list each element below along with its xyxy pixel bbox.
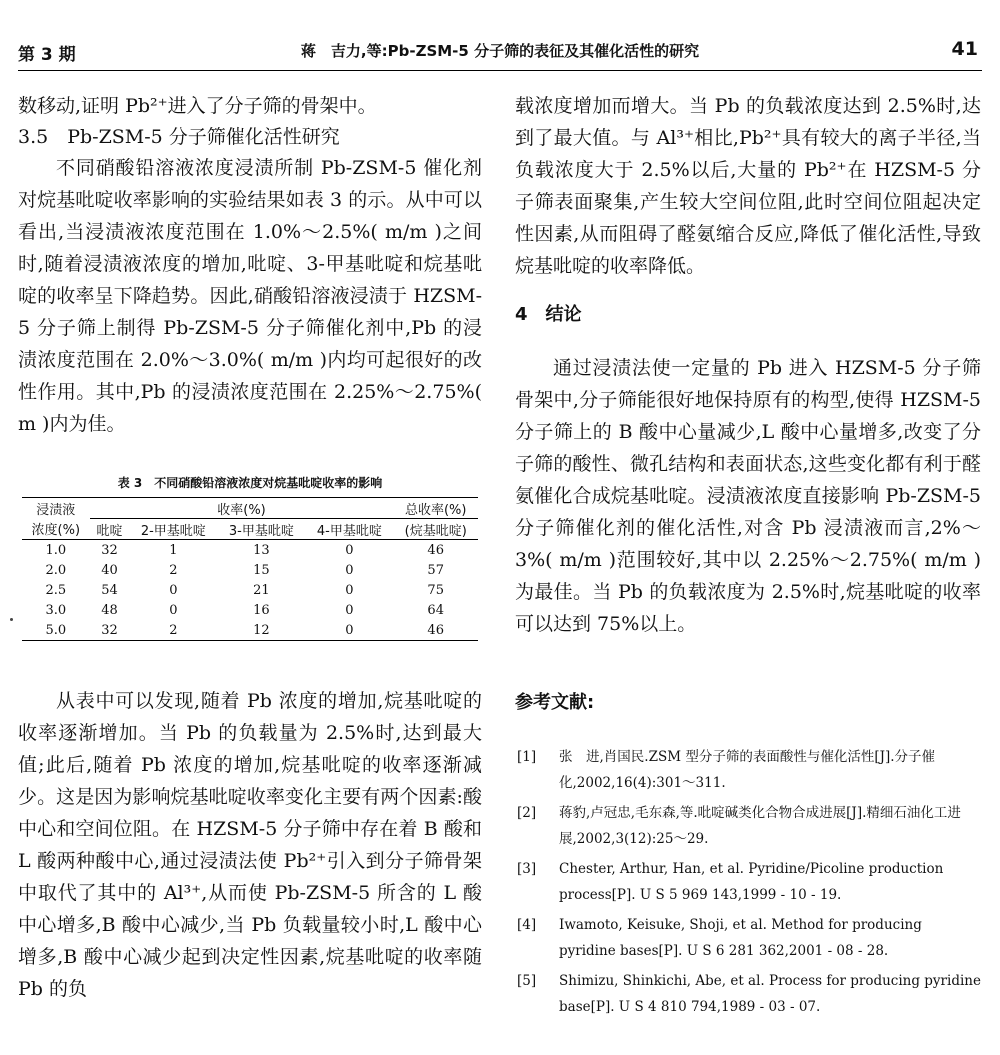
- table-row: [22, 580, 478, 600]
- page-header: [18, 40, 982, 70]
- col-header-4-picoline: 4-甲基吡啶: [305, 519, 393, 540]
- table-cell: 12: [217, 620, 305, 641]
- right-column: [515, 90, 981, 1024]
- paragraph-continued: 数移动,证明 Pb²⁺进入了分子筛的骨架中。: [18, 95, 377, 117]
- reference-item: [515, 912, 981, 964]
- table-cell: 0: [345, 542, 354, 558]
- reference-number: [1]: [517, 749, 537, 765]
- table-cell: 32: [90, 620, 130, 641]
- reference-number: [3]: [517, 861, 537, 877]
- table-cell: 46: [393, 620, 478, 641]
- table-cell: 2: [129, 620, 217, 641]
- col-header-total-sub: (烷基吡啶): [393, 519, 478, 540]
- reference-number: [4]: [517, 917, 537, 933]
- table-cell: 0: [345, 602, 354, 618]
- table-cell: 2: [169, 562, 178, 578]
- col-header-conc-unit: 浓度(%): [22, 519, 90, 540]
- table-cell: 32: [101, 542, 118, 558]
- paragraph-continued-right: 载浓度增加而增大。当 Pb 的负载浓度达到 2.5%时,达到了最大值。与 Al³⁺相比,Pb²⁺具有较大的离子半径,当负载浓度大于 2.5%以后,大量的 Pb²⁺在 HZSM-5 分子筛表面聚集,产生较大空间位阻,此时空间位阻起决定性因素,从而阻碍了醛氨缩合反应,降低了催化活性,导致烷基吡啶的收率降低。: [515, 95, 981, 277]
- reference-item: [515, 856, 981, 908]
- reference-number: [2]: [517, 805, 537, 821]
- table-cell: 54: [101, 582, 118, 598]
- table-cell: 0: [345, 562, 354, 578]
- table-cell: 57: [427, 562, 444, 578]
- table-cell: 0: [345, 582, 354, 598]
- reference-text: 张 进,肖国民.ZSM 型分子筛的表面酸性与催化活性[J].分子催化,2002,16(4):301～311.: [559, 749, 936, 791]
- table-caption: 表 3 不同硝酸铅溶液浓度对烷基吡啶收率的影响: [117, 476, 383, 490]
- paragraph-table-discussion: 从表中可以发现,随着 Pb 浓度的增加,烷基吡啶的收率逐渐增加。当 Pb 的负载量为 2.5%时,达到最大值;此后,随着 Pb 浓度的增加,烷基吡啶的收率逐渐减少。这是因为影响烷基吡啶收率变化主要有两个因素:酸中心和空间位阻。在 HZSM-5 分子筛中存在着 B 酸和 L 酸两种酸中心,通过浸渍法使 Pb²⁺引入到分子筛骨架中取代了其中的 Al³⁺,从而使 Pb-ZSM-5 所含的 L 酸中心增多,B 酸中心减少,当 Pb 负载量较小时,L 酸中心增多,B 酸中心减少起到决定性因素,烷基吡啶的收率随 Pb 的负: [18, 690, 482, 1000]
- col-header-yield: 收率(%): [90, 498, 394, 519]
- header-rule: [18, 70, 982, 71]
- table-cell: 0: [169, 582, 178, 598]
- col-header-2-picoline: 2-甲基吡啶: [129, 519, 217, 540]
- table-cell: 40: [101, 562, 118, 578]
- table-row: [22, 620, 478, 641]
- table-cell: 2.5: [45, 582, 67, 598]
- table-cell: 0: [305, 620, 393, 641]
- table-cell: 64: [427, 602, 444, 618]
- table-cell: 5.0: [22, 620, 90, 641]
- paragraph-catalytic-activity: 不同硝酸铅溶液浓度浸渍所制 Pb-ZSM-5 催化剂对烷基吡啶收率影响的实验结果如表 3 的示。从中可以看出,当浸渍液浓度范围在 1.0%～2.5%( m/m )之间时,随着浸渍液浓度的增加,吡啶、3-甲基吡啶和烷基吡啶的收率呈下降趋势。因此,硝酸铅溶液浸渍于 HZSM-5 分子筛上制得 Pb-ZSM-5 分子筛催化剂中,Pb 的浸渍浓度范围在 2.0%～3.0%( m/m )内均可起很好的改性作用。其中,Pb 的浸渍浓度范围在 2.25%～2.75%( m )内为佳。: [18, 157, 482, 435]
- table-cell: 0: [169, 602, 178, 618]
- reference-number: [5]: [517, 973, 537, 989]
- reference-text: 蒋豹,卢冠忠,毛东森,等.吡啶碱类化合物合成进展[J].精细石油化工进展,2002,3(12):25～29.: [559, 805, 961, 847]
- reference-item: [515, 800, 981, 852]
- table-cell: 75: [427, 582, 444, 598]
- running-title: 蒋 吉力,等:Pb-ZSM-5 分子筛的表征及其催化活性的研究: [300, 42, 700, 60]
- table-row: [22, 560, 478, 580]
- col-header-3-picoline: 3-甲基吡啶: [217, 519, 305, 540]
- stray-dot: [10, 618, 13, 621]
- table-cell: 3.0: [45, 602, 67, 618]
- issue-label: 第 3 期: [18, 45, 76, 65]
- table-cell: 2.0: [45, 562, 67, 578]
- left-column: [18, 90, 482, 1005]
- reference-text: Iwamoto, Keisuke, Shoji, et al. Method for producing pyridine bases[P]. U S 6 281 362,2001 - 08 - 28.: [559, 917, 922, 959]
- table-row: [22, 540, 478, 561]
- reference-text: Shimizu, Shinkichi, Abe, et al. Process for producing pyridine base[P]. U S 4 810 794,1989 - 03 - 07.: [559, 973, 981, 1015]
- table-cell: 1: [169, 542, 178, 558]
- col-header-total: 总收率(%): [393, 498, 478, 519]
- page-number: 41: [951, 38, 978, 60]
- paragraph-conclusion: 通过浸渍法使一定量的 Pb 进入 HZSM-5 分子筛骨架中,分子筛能很好地保持原有的构型,使得 HZSM-5 分子筛上的 B 酸中心量减少,L 酸中心量增多,改变了分子筛的酸性、微孔结构和表面状态,这些变化都有利于醛氨催化合成烷基吡啶。浸渍液浓度直接影响 Pb-ZSM-5 分子筛催化剂的催化活性,对含 Pb 浸渍液而言,2%～3%( m/m )范围较好,其中以 2.25%～2.75%( m/m )为最佳。当 Pb 的负载浓度为 2.5%时,烷基吡啶的收率可以达到 75%以上。: [515, 357, 981, 635]
- table-cell: 1.0: [45, 542, 67, 558]
- reference-item: [515, 744, 981, 796]
- table-cell: 16: [253, 602, 270, 618]
- table-cell: 48: [101, 602, 118, 618]
- col-header-conc: 浸渍液: [22, 498, 90, 519]
- reference-text: Chester, Arthur, Han, et al. Pyridine/Picoline production process[P]. U S 5 969 143,1999 - 10 - 19.: [559, 861, 944, 903]
- references-title: 参考文献:: [515, 692, 595, 713]
- table-cell: 46: [427, 542, 444, 558]
- section-4-title: 4 结论: [515, 304, 582, 325]
- table-cell: 13: [253, 542, 270, 558]
- table-cell: 21: [253, 582, 270, 598]
- table-row: [22, 600, 478, 620]
- col-header-pyridine: 吡啶: [90, 519, 130, 540]
- yield-table: [22, 497, 478, 641]
- reference-item: [515, 968, 981, 1020]
- section-3-5-title: 3.5 Pb-ZSM-5 分子筛催化活性研究: [18, 126, 340, 148]
- table-cell: 15: [253, 562, 270, 578]
